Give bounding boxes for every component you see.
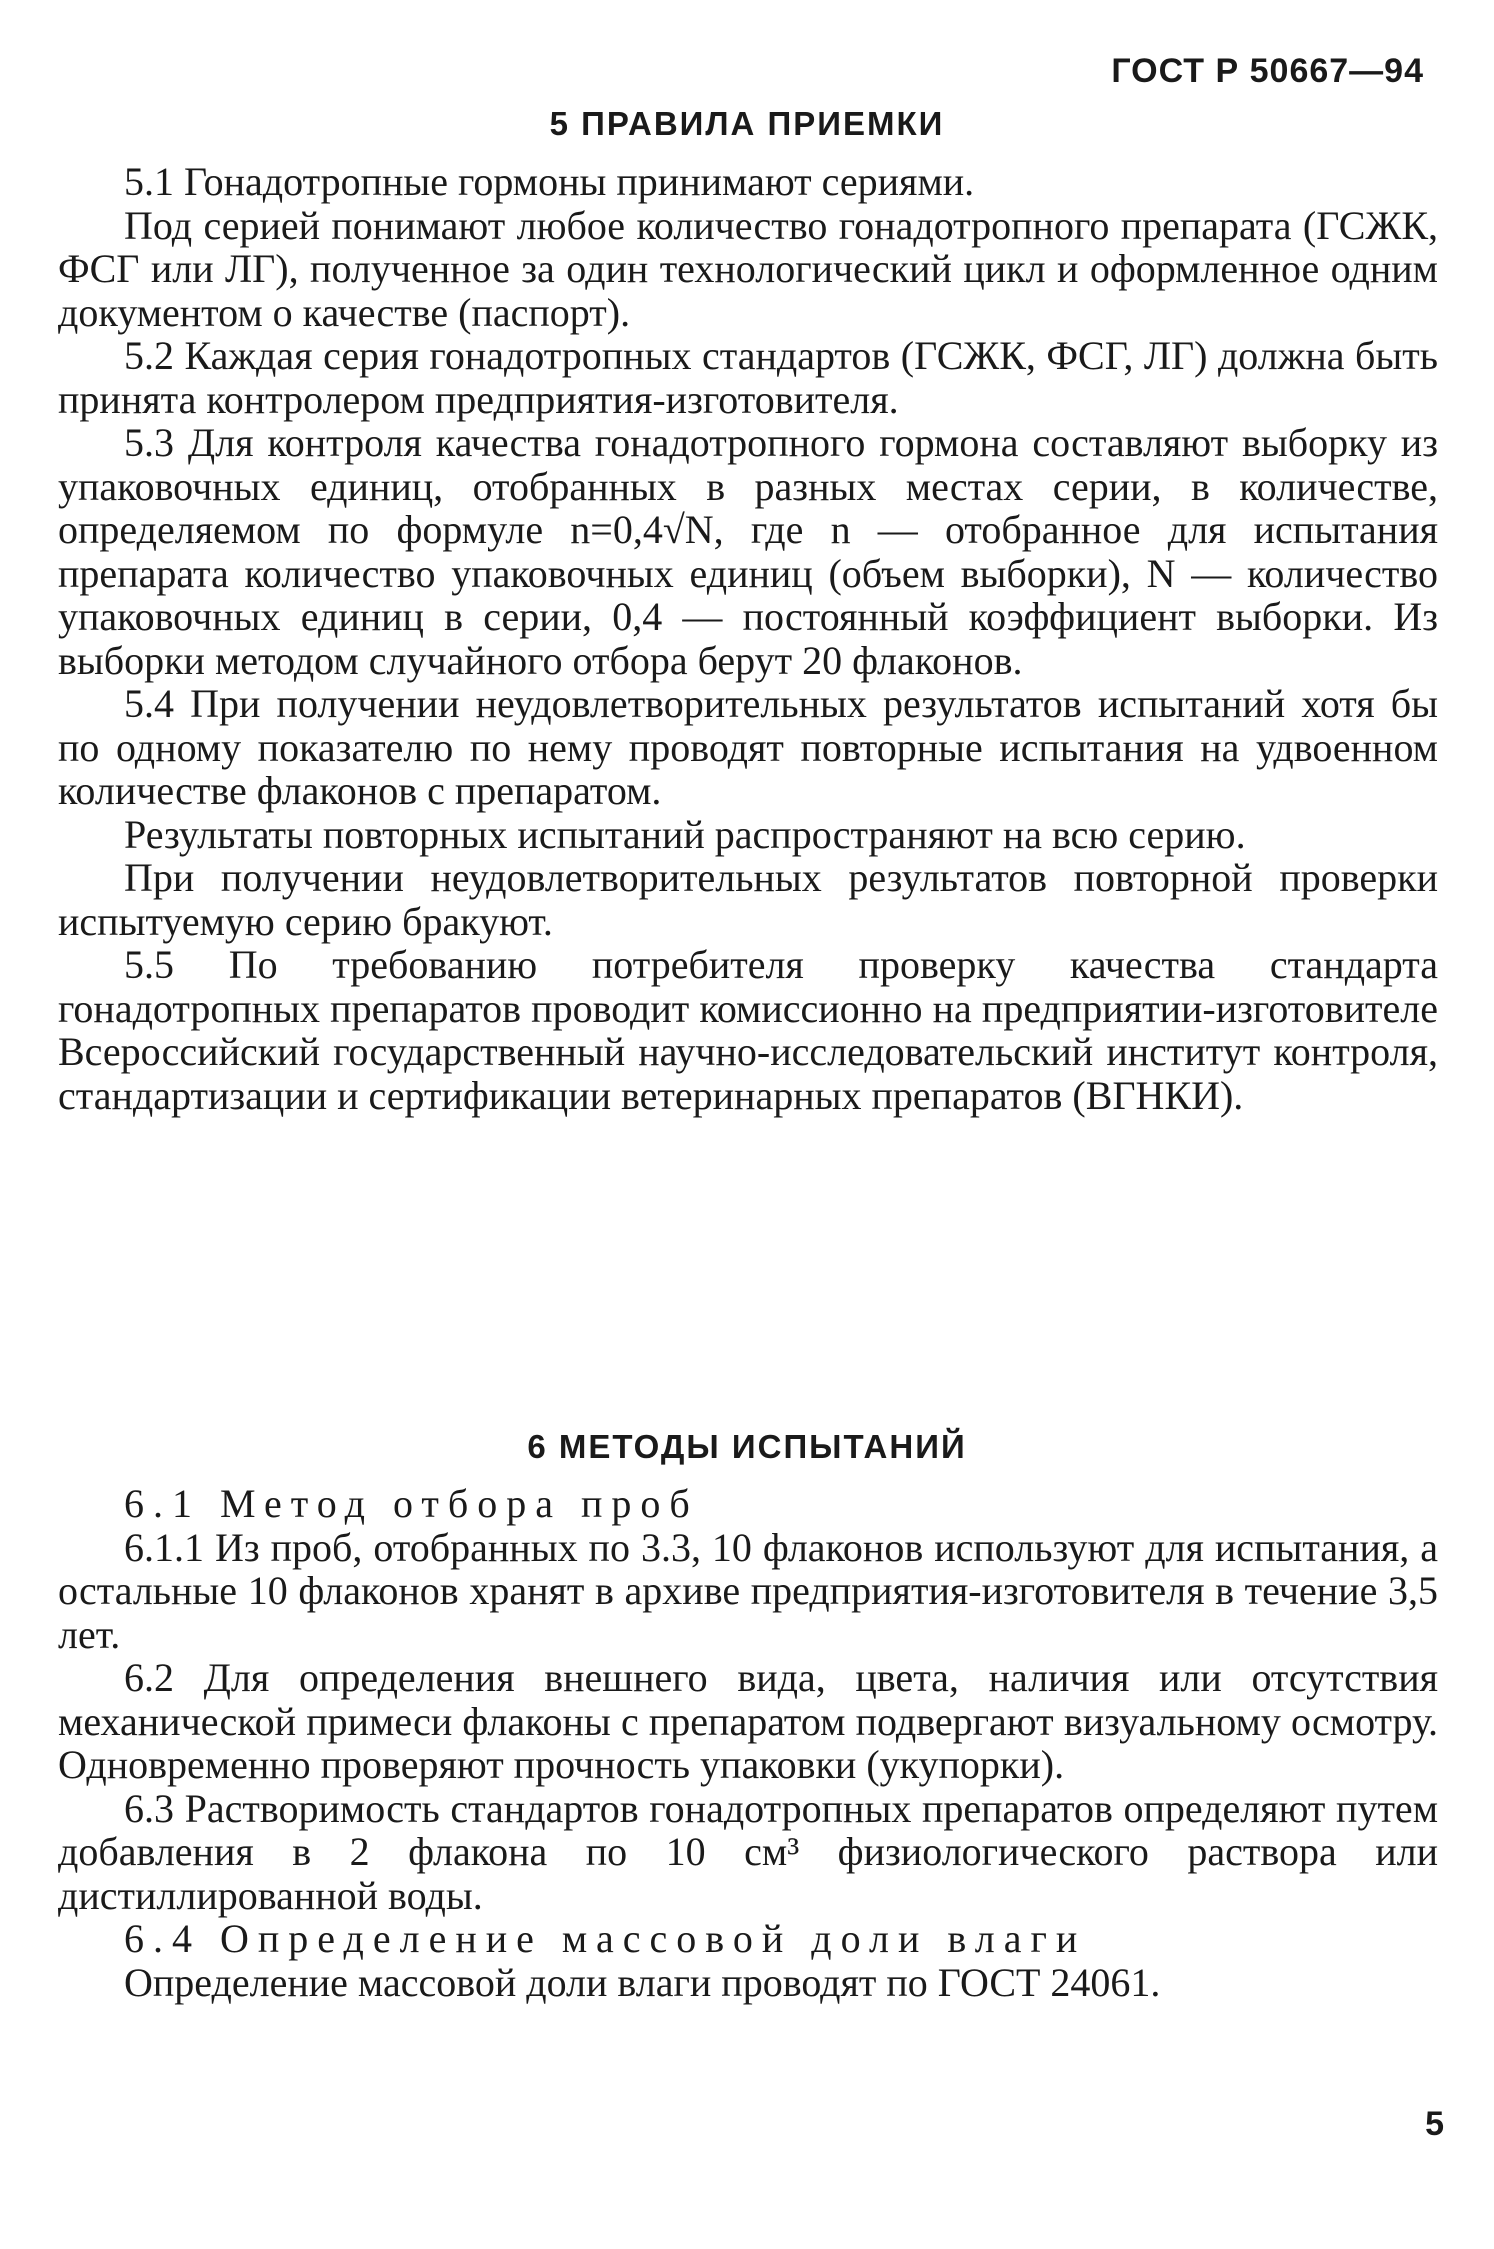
paragraph-6-2: 6.2 Для определения внешнего вида, цвета, наличия или отсутствия механической примеси флаконы с препаратом подвергают визуальному осмотру. Одновременно проверяют прочность упаковки (укупорки). [58,1655,1438,1787]
section-6-title: 6 МЕТОДЫ ИСПЫТАНИЙ [527,1428,967,1465]
subsection-6-4-title: 6.4 Определение массовой доли влаги [124,1916,1087,1961]
paragraph-6-3: 6.3 Растворимость стандартов гонадотропных препаратов определяют путем добавления в 2 флакона по 10 см³ физиологического раствора или дистиллированной воды. [58,1785,1438,1918]
paragraph-6-4: Определение массовой доли влаги проводят по ГОСТ 24061. [124,1959,1161,2005]
paragraph-5-4: 5.4 При получении неудовлетворительных результатов испытаний хотя бы по одному показателю по нему проводят повторные испытания на удвоенном количестве флаконов с препаратом. [58,681,1438,813]
paragraph-6-1-1: 6.1.1 Из проб, отобранных по 3.3, 10 флаконов используют для испытания, а остальные 10 флаконов хранят в архиве предприятия-изготовителя в течение 3,5 лет. [58,1524,1438,1657]
paragraph-5-3: 5.3 Для контроля качества гонадотропного гормона составляют выборку из упаковочных единиц, отобранных в разных местах серии, в количестве, определяемом по формуле n=0,4√N, где n — отобранное для испытания препарата количество упаковочных единиц (объем выборки), N — количество упаковочных единиц в серии, 0,4 — постоянный коэффициент выборки. Из выборки методом случайного отбора берут 20 флаконов. [58,420,1438,683]
section-5-title: 5 ПРАВИЛА ПРИЕМКИ [549,105,945,142]
subsection-6-1-title: 6.1 Метод отбора проб [124,1481,699,1526]
paragraph-5-5: 5.5 По требованию потребителя проверку качества стандарта гонадотропных препаратов проводит комиссионно на предприятии-изготовителе Всероссийский государственный научно-исследовательский институт контроля, стандартизации и сертификации ветеринарных препаратов (ВГНКИ). [58,942,1438,1118]
section-6-body [58,1482,1438,2004]
paragraph-5-4-reject: При получении неудовлетворительных результатов повторной проверки испытуемую серию бракуют. [58,855,1438,944]
section-5-body [58,160,1438,1117]
page-number: 5 [1425,2105,1444,2143]
paragraph-5-4-results: Результаты повторных испытаний распространяют на всю серию. [124,811,1246,857]
paragraph-5-1-series: Под серией понимают любое количество гонадотропного препарата (ГСЖК, ФСГ или ЛГ), полученное за один технологический цикл и оформленное одним документом о качестве (паспорт). [58,202,1438,335]
paragraph-5-1: 5.1 Гонадотропные гормоны принимают сериями. [124,159,975,204]
document-header: ГОСТ Р 50667—94 [1111,52,1424,90]
paragraph-5-2: 5.2 Каждая серия гонадотропных стандартов (ГСЖК, ФСГ, ЛГ) должна быть принята контролером предприятия-изготовителя. [58,333,1438,422]
